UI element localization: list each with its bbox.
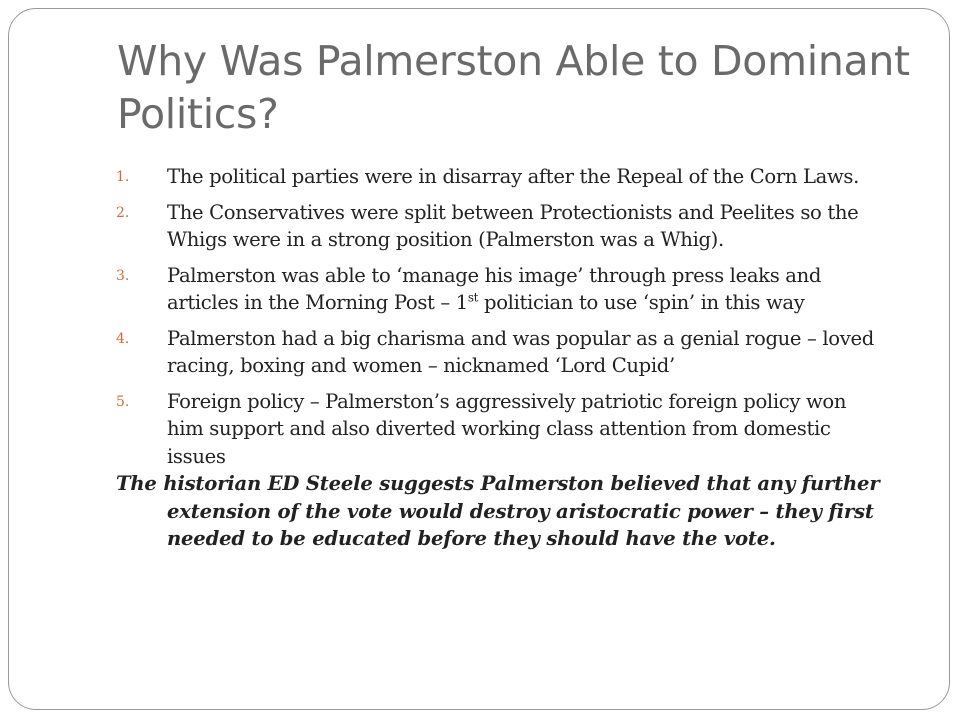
list-item-text-start: Palmerston was able to ‘manage his image’ through press leaks and articles in the Morning Post – 1 bbox=[167, 263, 822, 314]
list-item-text: The Conservatives were split between Protectionists and Peelites so the Whigs were in a strong position (Palmerston was a Whig). bbox=[167, 200, 859, 251]
numbered-list bbox=[116, 163, 886, 470]
list-item-text bbox=[167, 264, 821, 315]
list-item-number: 4. bbox=[116, 330, 130, 347]
slide-frame bbox=[8, 8, 950, 710]
list-item-text: Foreign policy – Palmerston’s aggressively patriotic foreign policy won him support and also diverted working class attention from domestic issues bbox=[167, 389, 847, 468]
list-item bbox=[116, 325, 886, 380]
list-item bbox=[116, 262, 886, 317]
list-item bbox=[116, 199, 886, 254]
ordinal-superscript: st bbox=[467, 290, 479, 305]
list-item-number: 1. bbox=[116, 169, 130, 185]
list-item-number: 3. bbox=[116, 267, 130, 284]
list-item-number: 5. bbox=[116, 393, 130, 410]
slide-title: Why Was Palmerston Able to Dominant Politics? bbox=[117, 37, 910, 138]
historian-conclusion: The historian ED Steele suggests Palmerston believed that any further extension of the vote would destroy aristocratic power – they first needed to be educated before they should have the vote. bbox=[116, 472, 880, 550]
slide-content bbox=[116, 163, 886, 553]
list-item-number: 2. bbox=[116, 204, 130, 221]
list-item-text-end: politician to use ‘spin’ in this way bbox=[478, 291, 805, 314]
list-item-text: Palmerston had a big charisma and was popular as a genial rogue – loved racing, boxing and women – nicknamed ‘Lord Cupid’ bbox=[167, 326, 874, 377]
list-item-text: The political parties were in disarray after the Repeal of the Corn Laws. bbox=[167, 165, 859, 188]
list-item bbox=[116, 388, 886, 471]
list-item bbox=[116, 163, 886, 191]
